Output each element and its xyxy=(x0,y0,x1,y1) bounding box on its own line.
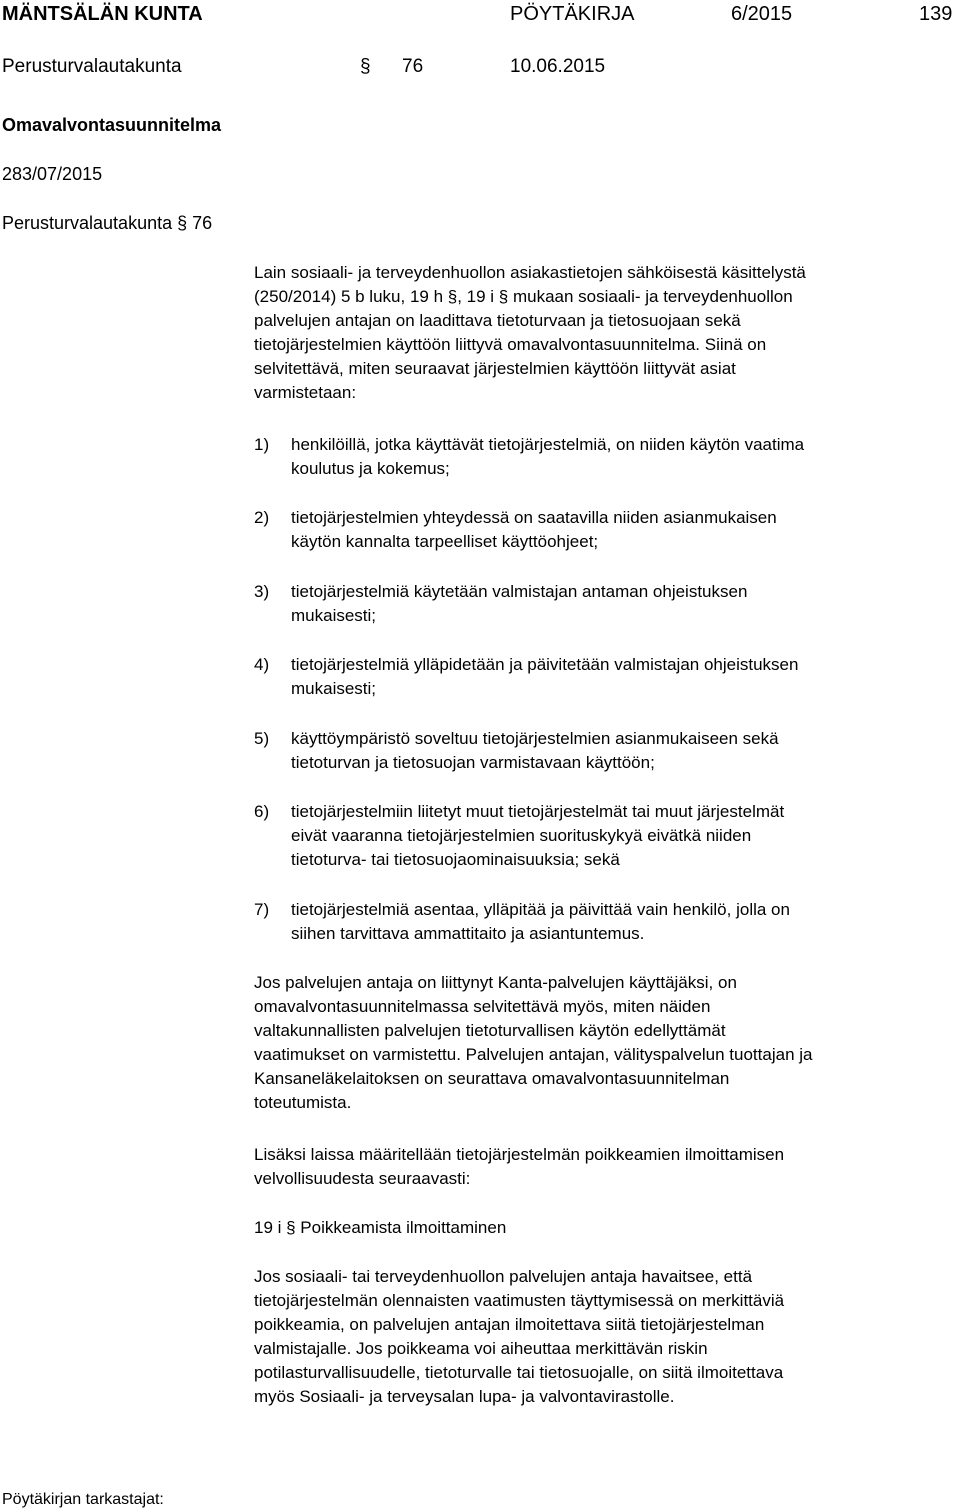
text-line: käyttöympäristö soveltuu tietojärjestelmien asianmukaiseen sekä xyxy=(291,729,779,748)
text-line: tietojärjestelmiä asentaa, ylläpitää ja päivittää vain henkilö, jolla on xyxy=(291,900,790,919)
page-number: 139 xyxy=(919,3,953,25)
board-section: Perusturvalautakunta § 76 xyxy=(2,213,213,233)
text-line: poikkeamia, on palvelujen antajan ilmoitettava siitä tietojärjestelman xyxy=(254,1315,765,1334)
reference-number: 283/07/2015 xyxy=(2,164,103,184)
section-sign: § xyxy=(360,56,371,77)
meeting-date: 10.06.2015 xyxy=(510,56,606,77)
document-number: 6/2015 xyxy=(731,3,793,25)
list-item-number: 4) xyxy=(254,655,270,674)
text-line: tietojärjestelmän olennaisten vaatimusten täyttymisessä on merkittäviä xyxy=(254,1291,785,1310)
text-line: eivät vaaranna tietojärjestelmien suorituskykyä eivätkä niiden xyxy=(291,826,752,845)
text-line: vaatimukset on varmistettu. Palvelujen antajan, välityspalvelun tuottajan ja xyxy=(254,1045,813,1064)
text-line: tietojärjestelmiä ylläpidetään ja päivitetään valmistajan ohjeistuksen xyxy=(291,655,799,674)
text-line: Jos palvelujen antaja on liittynyt Kanta-palvelujen käyttäjäksi, on xyxy=(254,973,737,992)
lisaksi-paragraph xyxy=(254,1143,960,1191)
text-line: myös Sosiaali- ja terveysalan lupa- ja valvontavirastolle. xyxy=(254,1387,675,1406)
text-line: omavalvontasuunnitelmassa selvitettävä myös, miten näiden xyxy=(254,997,711,1016)
list-item-number: 6) xyxy=(254,802,270,821)
document-type: PÖYTÄKIRJA xyxy=(510,3,635,25)
text-line: tietoturva- tai tietosuojaominaisuuksia; sekä xyxy=(291,850,620,869)
text-line: varmistetaan: xyxy=(254,383,357,402)
text-line: tietojärjestelmien yhteydessä on saatavilla niiden asianmukaisen xyxy=(291,508,777,527)
text-line: käytön kannalta tarpeelliset käyttöohjeet; xyxy=(291,532,599,551)
footer-reviewers-label: Pöytäkirjan tarkastajat: xyxy=(2,1491,164,1508)
list-item-number: 1) xyxy=(254,435,270,454)
section-subheading: 19 i § Poikkeamista ilmoittaminen xyxy=(254,1218,507,1237)
text-line: potilasturvallisuudelle, tietoturvalle tai tietosuojalle, on siitä ilmoitettava xyxy=(254,1363,784,1382)
text-line: tietoturvan ja tietosuojan varmistavaan käyttöön; xyxy=(291,753,655,772)
text-line: tietojärjestelmien käyttöön liittyvä omavalvontasuunnitelma. Siinä on xyxy=(254,335,767,354)
list-item-number: 2) xyxy=(254,508,270,527)
text-line: selvitettävä, miten seuraavat järjestelmien käyttöön liittyvät asiat xyxy=(254,359,736,378)
text-line: valtakunnallisten palvelujen tietoturvallisen käytön edellyttämät xyxy=(254,1021,726,1040)
text-line: henkilöillä, jotka käyttävät tietojärjestelmiä, on niiden käytön vaatima xyxy=(291,435,805,454)
text-line: Lain sosiaali- ja terveydenhuollon asiakastietojen sähköisestä käsittelystä xyxy=(254,263,806,282)
section-number: 76 xyxy=(402,56,424,77)
text-line: palvelujen antajan on laadittava tietoturvaan ja tietosuojaan sekä xyxy=(254,311,741,330)
text-line: Kansaneläkelaitoksen on seurattava omavalvontasuunnitelman xyxy=(254,1069,730,1088)
text-line: mukaisesti; xyxy=(291,606,377,625)
text-line: Jos sosiaali- tai terveydenhuollon palvelujen antaja havaitsee, että xyxy=(254,1267,753,1286)
list-item-number: 3) xyxy=(254,582,270,601)
text-line: Lisäksi laissa määritellään tietojärjestelmän poikkeamien ilmoittamisen xyxy=(254,1145,785,1164)
organization-name: MÄNTSÄLÄN KUNTA xyxy=(2,3,203,25)
text-line: koulutus ja kokemus; xyxy=(291,459,450,478)
page-title: Omavalvontasuunnitelma xyxy=(2,115,222,135)
text-line: siihen tarvittava ammattitaito ja asiantuntemus. xyxy=(291,924,645,943)
poikkeama-paragraph xyxy=(254,1265,960,1409)
text-line: toteutumista. xyxy=(254,1093,352,1112)
text-line: tietojärjestelmiin liitetyt muut tietojärjestelmät tai muut järjestelmät xyxy=(291,802,785,821)
text-line: (250/2014) 5 b luku, 19 h §, 19 i § mukaan sosiaali- ja terveydenhuollon xyxy=(254,287,793,306)
text-line: tietojärjestelmiä käytetään valmistajan antaman ohjeistuksen xyxy=(291,582,748,601)
text-line: mukaisesti; xyxy=(291,679,377,698)
kanta-paragraph xyxy=(254,971,960,1115)
text-line: valmistajalle. Jos poikkeama voi aiheuttaa merkittävän riskin xyxy=(254,1339,708,1358)
text-line: velvollisuudesta seuraavasti: xyxy=(254,1169,471,1188)
list-item-number: 5) xyxy=(254,729,270,748)
intro-paragraph xyxy=(254,261,960,405)
list-item-number: 7) xyxy=(254,900,270,919)
board-name: Perusturvalautakunta xyxy=(2,56,182,77)
